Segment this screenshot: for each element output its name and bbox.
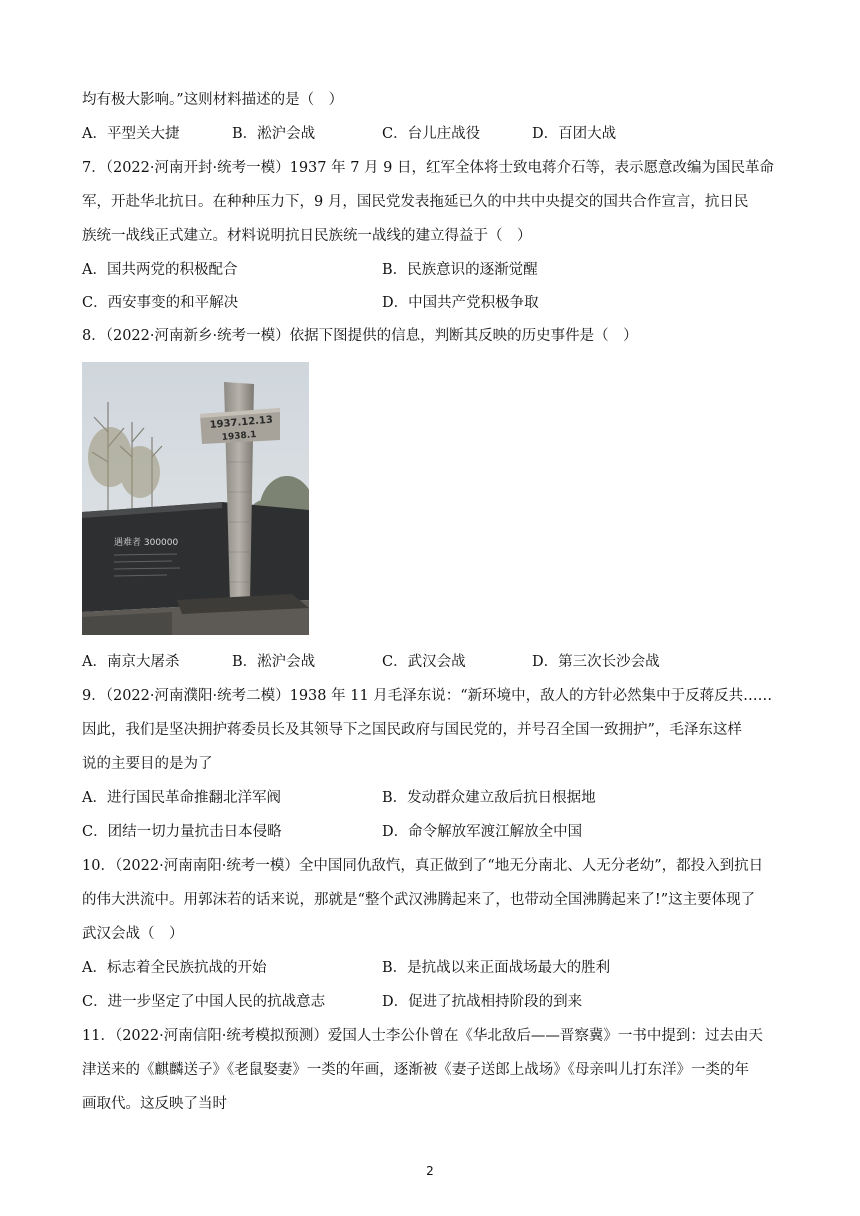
q7-line-1: 7．（2022·河南开封·统考一模）1937 年 7 月 9 日，红军全体将士致电蒋介石等，表示愿意改编为国民革命 [82, 160, 774, 176]
memorial-cross-photo [82, 362, 309, 635]
q6-option-b: B．淞沪会战 [232, 126, 316, 142]
q10-option-c: C．进一步坚定了中国人民的抗战意志 [82, 994, 326, 1010]
q9-option-c: C．团结一切力量抗击日本侵略 [82, 824, 282, 840]
q7-option-b: B．民族意识的逐渐觉醒 [382, 262, 538, 278]
q8-option-d: D．第三次长沙会战 [532, 654, 660, 670]
cross-date-1: 1937.12.13 [209, 414, 274, 431]
q11-line-1: 11．（2022·河南信阳·统考模拟预测）爱国人士李公仆曾在《华北敌后——晋察冀》一书中提到：过去由天 [82, 1028, 763, 1044]
q8-line-1: 8．（2022·河南新乡·统考一模）依据下图提供的信息，判断其反映的历史事件是（ ） [82, 328, 638, 344]
cross-date-2: 1938.1 [221, 429, 257, 443]
q9-option-b: B．发动群众建立敌后抗日根据地 [382, 790, 596, 806]
q6-option-a: A．平型关大捷 [82, 126, 180, 142]
q8-option-b: B．淞沪会战 [232, 654, 316, 670]
q6-tail: 均有极大影响。”这则材料描述的是（ ） [82, 92, 344, 108]
q10-line-3: 武汉会战（ ） [82, 926, 184, 942]
page-number: 2 [426, 1164, 434, 1178]
q10-option-b: B．是抗战以来正面战场最大的胜利 [382, 960, 611, 976]
q8-option-a: A．南京大屠杀 [82, 654, 180, 670]
q8-option-c: C．武汉会战 [382, 654, 466, 670]
q9-line-1: 9．（2022·河南濮阳·统考二模）1938 年 11 月毛泽东说：“新环境中，敌人的方针必然集中于反蒋反共…… [82, 688, 773, 704]
q7-line-3: 族统一战线正式建立。材料说明抗日民族统一战线的建立得益于（ ） [82, 228, 532, 244]
q10-option-a: A．标志着全民族抗战的开始 [82, 960, 267, 976]
q9-line-2: 因此，我们是坚决拥护蒋委员长及其领导下之国民政府与国民党的，并号召全国一致拥护”，毛泽东这样 [82, 722, 742, 738]
q7-option-d: D．中国共产党积极争取 [382, 295, 539, 311]
q9-line-3: 说的主要目的是为了 [82, 756, 213, 772]
q10-option-d: D．促进了抗战相持阶段的到来 [382, 994, 583, 1010]
q6-option-c: C．台儿庄战役 [382, 126, 481, 142]
q7-option-a: A．国共两党的积极配合 [82, 262, 238, 278]
q11-line-2: 津送来的《麒麟送子》《老鼠娶妻》一类的年画，逐渐被《妻子送郎上战场》《母亲叫儿打东洋》一类的年 [82, 1062, 749, 1078]
q11-line-3: 画取代。这反映了当时 [82, 1096, 227, 1112]
q10-line-2: 的伟大洪流中。用郭沫若的话来说，那就是“整个武汉沸腾起来了，也带动全国沸腾起来了!”这主要体现了 [82, 892, 756, 908]
wall-inscription: 遇难者 300000 [114, 538, 179, 548]
q10-line-1: 10．（2022·河南南阳·统考一模）全中国同仇敌忾，真正做到了“地无分南北、人无分老幼”，都投入到抗日 [82, 858, 764, 874]
q9-option-a: A．进行国民革命推翻北洋军阀 [82, 790, 281, 806]
q7-option-c: C．西安事变的和平解决 [82, 295, 239, 311]
q6-option-d: D．百团大战 [532, 126, 617, 142]
q7-line-2: 军，开赴华北抗日。在种种压力下，9 月，国民党发表拖延已久的中共中央提交的国共合作宣言，抗日民 [82, 194, 749, 210]
q9-option-d: D．命令解放军渡江解放全中国 [382, 824, 583, 840]
